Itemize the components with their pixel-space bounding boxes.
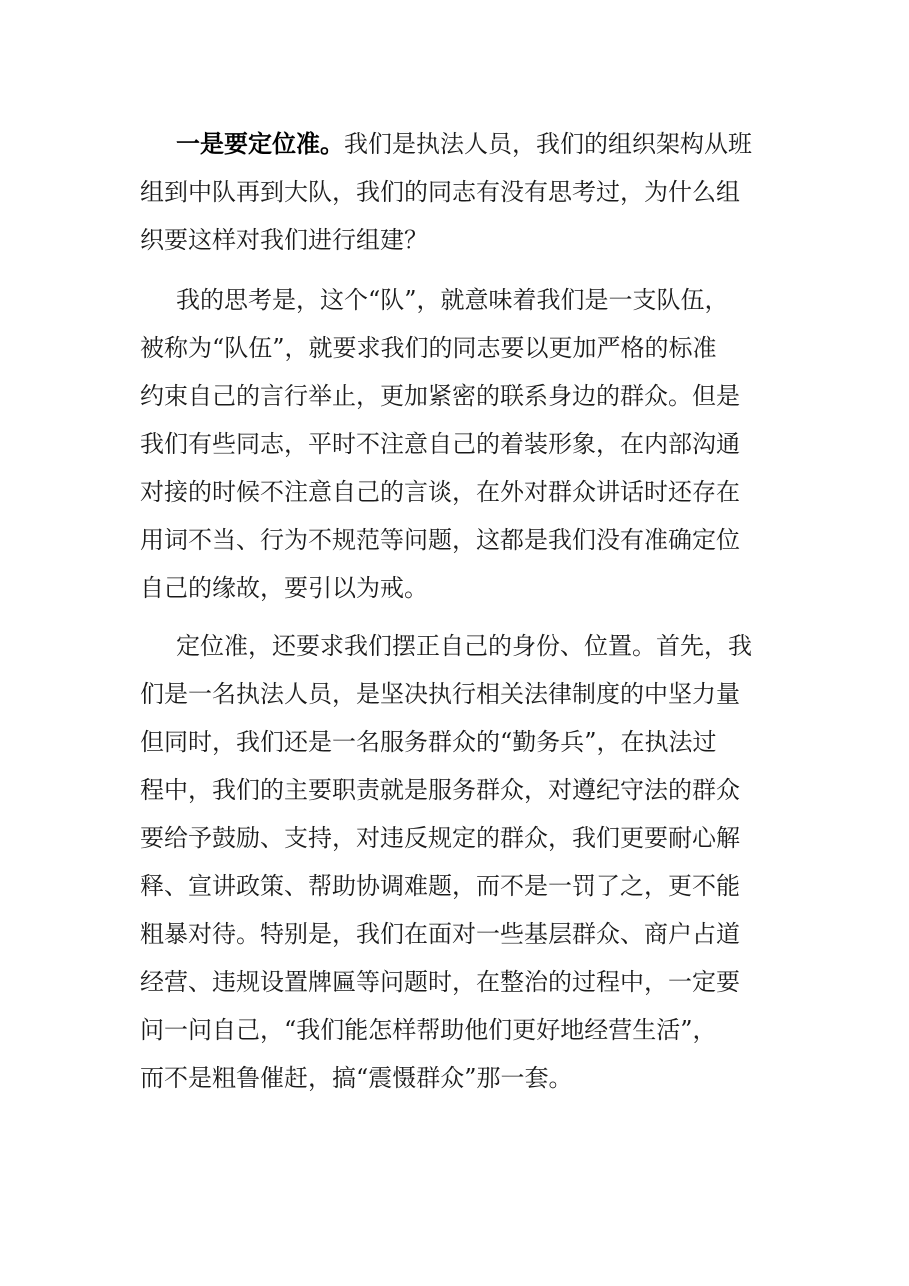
- paragraph-3-line-5: 要给予鼓励、支持，对违反规定的群众，我们更要耐心解: [140, 824, 740, 852]
- paragraph-3-line-10: 而不是粗鲁催赶，搞“震慑群众”那一套。: [140, 1064, 573, 1092]
- paragraph-1-line-1: [0, 126, 909, 162]
- paragraph-2-line-1: 我的思考是，这个“队”，就意味着我们是一支队伍，: [176, 286, 729, 314]
- paragraph-2-line-6: 用词不当、行为不规范等问题，这都是我们没有准确定位: [140, 526, 740, 554]
- paragraph-1-heading: 一是要定位准。: [176, 129, 344, 158]
- paragraph-2-line-3: 约束自己的言行举止，更加紧密的联系身边的群众。但是: [140, 382, 740, 410]
- paragraph-3-line-7: 粗暴对待。特别是，我们在面对一些基层群众、商户占道: [140, 920, 740, 948]
- paragraph-3-line-8: 经营、违规设置牌匾等问题时，在整治的过程中，一定要: [140, 968, 740, 996]
- paragraph-3-line-2: 们是一名执法人员，是坚决执行相关法律制度的中坚力量: [140, 680, 740, 708]
- paragraph-2-line-5: 对接的时候不注意自己的言谈，在外对群众讲话时还存在: [140, 478, 740, 506]
- paragraph-3-line-9: 问一问自己，“我们能怎样帮助他们更好地经营生活”，: [140, 1016, 717, 1044]
- paragraph-3-line-6: 释、宣讲政策、帮助协调难题，而不是一罚了之，更不能: [140, 872, 740, 900]
- paragraph-1-line-3: 织要这样对我们进行组建？: [140, 226, 428, 254]
- paragraph-1-text: 我们是执法人员，我们的组织架构从班: [344, 130, 752, 158]
- paragraph-1-line-2: 组到中队再到大队，我们的同志有没有思考过，为什么组: [140, 178, 740, 206]
- paragraph-2-line-2: 被称为“队伍”，就要求我们的同志要以更加严格的标准: [140, 334, 717, 362]
- paragraph-2-line-4: 我们有些同志，平时不注意自己的着装形象，在内部沟通: [140, 430, 740, 458]
- paragraph-2-line-7: 自己的缘故，要引以为戒。: [140, 574, 428, 602]
- paragraph-3-line-3: 但同时，我们还是一名服务群众的“勤务兵”，在执法过: [140, 728, 717, 756]
- paragraph-3-line-4: 程中，我们的主要职责就是服务群众，对遵纪守法的群众: [140, 776, 740, 804]
- paragraph-3-line-1: 定位准，还要求我们摆正自己的身份、位置。首先，我: [176, 632, 752, 660]
